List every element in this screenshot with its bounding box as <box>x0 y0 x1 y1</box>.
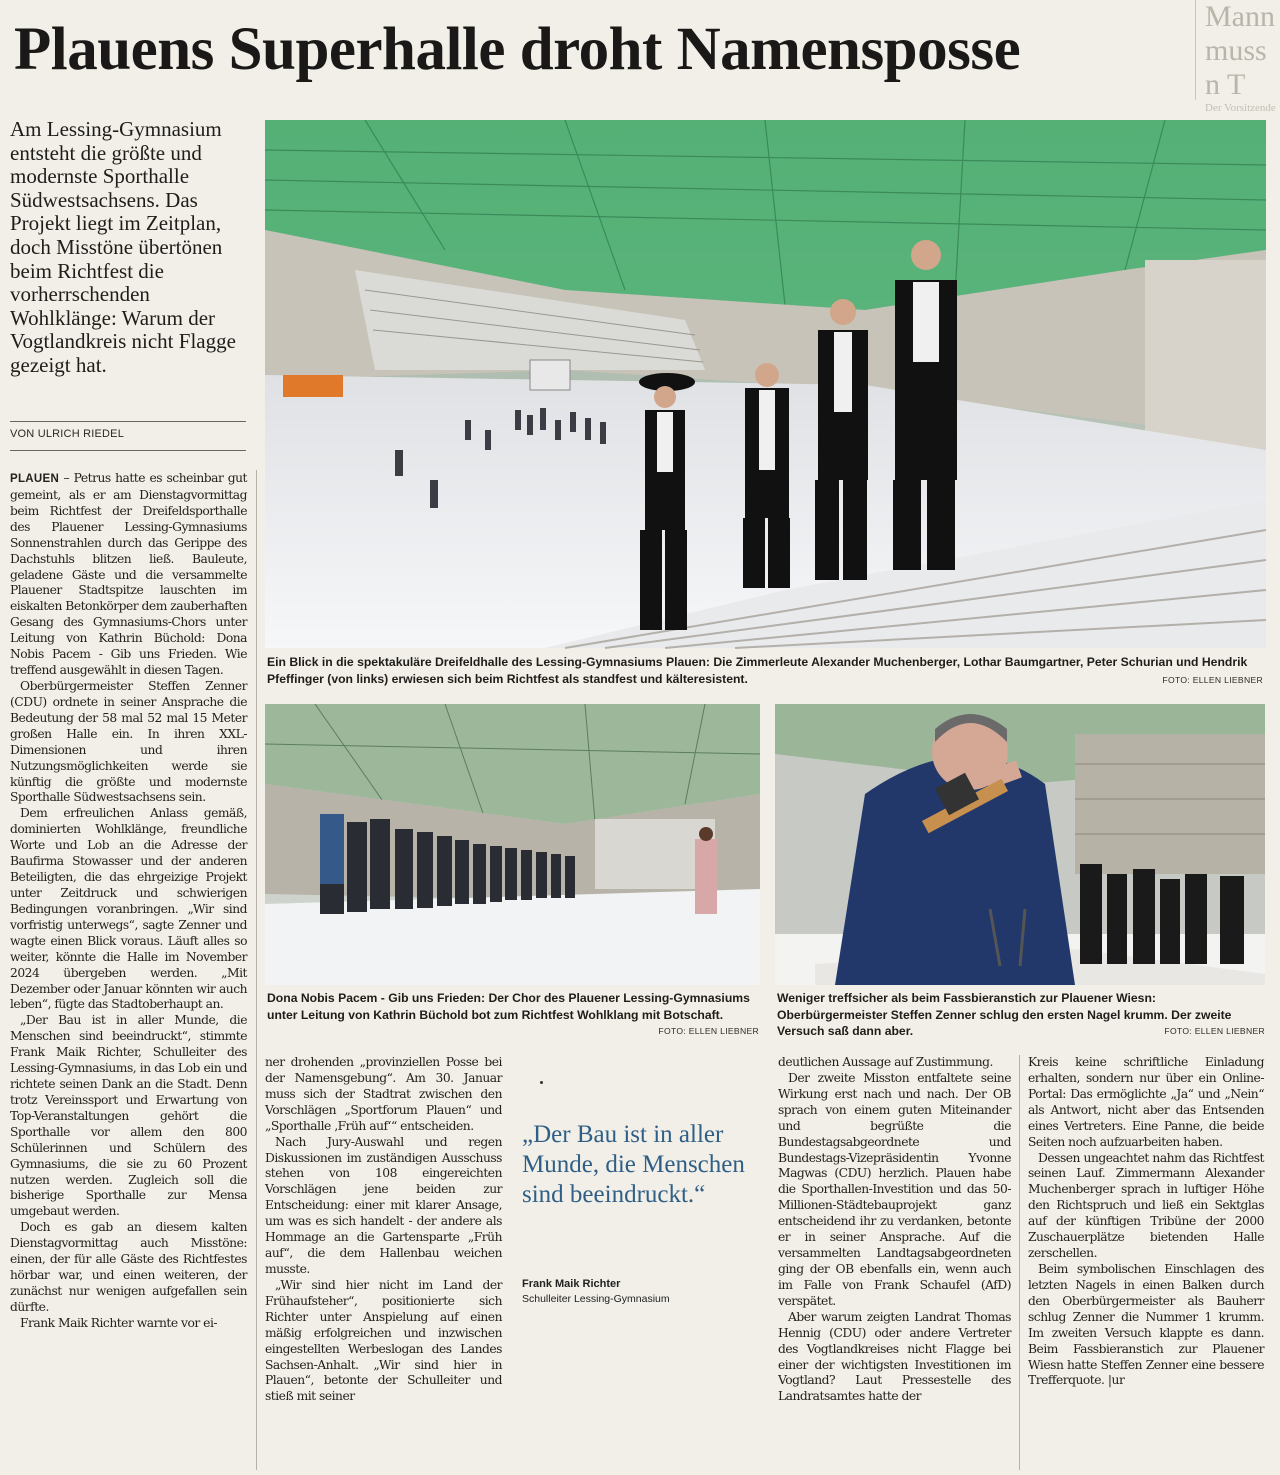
photo-choir <box>265 704 760 985</box>
neighbor-text: Der Vorsitzende <box>1205 102 1276 114</box>
article-column-4 <box>1028 1055 1264 1389</box>
caption-main-photo: Ein Blick in die spektakuläre Dreifeldhalle des Lessing-Gymnasiums Plauen: Die Zimmerleute Alexander Muchenberger, Lothar Baumgartner, Peter Schurian und Hendrik Pfeffinger (von links) erwiesen sich beim Richtfest als standfest und kälteresistent. <box>267 655 1248 686</box>
caption-mayor-photo: Weniger treffsicher als beim Fassbieranstich zur Plauener Wiesn: Oberbürgermeister Steffen Zenner schlug den ersten Nagel krumm. Der zweite Versuch saß dann aber. <box>777 991 1232 1039</box>
paragraph: Beim symbolischen Einschlagen des letzten Nagels in einen Balken durch den Oberbürgermeister als Bauherr schlug Zenner die Nummer 1 krumm. Im zweiten Versuch klappte es dann. Beim Fassbieranstich zur Plauener Wiesn hatte Steffen Zenner eine bessere Trefferquote. |ur <box>1028 1261 1264 1388</box>
paragraph: Aber warum zeigten Landrat Thomas Hennig (CDU) oder andere Vertreter des Vogtlandkreises nicht Flagge bei einer der wichtigsten Investitionen im Vogtland? Laut Pressestelle des Landratsamtes hatte der <box>778 1309 1011 1404</box>
article-column-1 <box>10 471 247 1332</box>
neighbor-headline-line1: Mann muss <box>1205 0 1275 67</box>
quote-marker <box>540 1081 543 1084</box>
caption-choir-photo: Dona Nobis Pacem - Gib uns Frieden: Der Chor des Plauener Lessing-Gymnasiums unter Leitung von Kathrin Büchold bot zum Richtfest Wohlklang mit Botschaft. <box>267 991 750 1022</box>
photo-carpenters <box>265 120 1266 648</box>
photo-credit-main: FOTO: ELLEN LIEBNER <box>1162 675 1263 685</box>
paragraph: deutlichen Aussage auf Zustimmung. <box>778 1055 993 1069</box>
paragraph: Kreis keine schriftliche Einladung erhalten, sondern nur über ein Online-Portal: Das ermöglichte „Ja“ und „Nein“ als Antwort, nicht aber das Entsenden eines Vertreters. Eine Panne, die beide Seiten noch aufzuarbeiten haben. <box>1028 1055 1264 1149</box>
byline: VON ULRICH RIEDEL <box>10 428 125 440</box>
column-divider <box>256 470 257 1470</box>
paragraph: Der zweite Misston entfaltete seine Wirkung erst nach und nach. Der OB sprach von einem guten Miteinander und begrüßte die Bundestagsabgeordnete und Bundestags-Vizepräsidentin Yvonne Magwas (CDU) herzlich. Plauen habe die Sporthallen-Investition und das 50-Millionen-Städtebauprojekt ganz entscheidend ihr zu verdanken, betonte er in seiner Ansprache. Auf die versammelten Landtagsabgeordneten ging der OB ebenfalls ein, wenn auch im Falle von Frank Schaufel (AfD) verspätet. <box>778 1070 1011 1308</box>
neighbor-article-fragment <box>1205 0 1280 114</box>
neighbor-headline-line2: n T <box>1205 68 1246 101</box>
dateline: PLAUEN <box>10 473 60 485</box>
article-teaser: Am Lessing-Gymnasium entsteht die größte und modernste Sporthalle Südwestsachsens. Das Projekt liegt im Zeitplan, doch Misstöne übertönen beim Richtfest die vorherrschenden Wohlklänge: Warum der Vogtlandkreis nicht Flagge gezeigt hat. <box>10 117 236 377</box>
corner-divider <box>1195 0 1196 100</box>
paragraph: PLAUEN – Petrus hatte es scheinbar gut gemeint, als er am Dienstagvormittag beim Richtfest der Dreifeldsporthalle des Plauener Lessing-Gymnasiums Sonnenstrahlen durch das Gerippe des Dachstuhls blitzen ließ. Bauleute, geladene Gäste und die versammelte Plauener Stadtspitze lauschten im eiskalten Betonkörper dem zauberhaften Gesang des Gymnasiums-Chors unter Leitung von Kathrin Büchold: Dona Nobis Pacem - Gib uns Frieden. Wie treffend ausgewählt in diesen Tagen. <box>10 471 247 678</box>
paragraph: Nach Jury-Auswahl und regen Diskussionen im zuständigen Ausschuss stehen von 108 eingereichten Vorschlägen jene beiden zur Entscheidung: einer mit klarer Ansage, um was es sich handelt - der andere als Hommage an die Gartensparte „Früh auf“, die dem Hallenbau weichen musste. <box>265 1134 502 1276</box>
article-column-2 <box>265 1055 502 1405</box>
byline-rule-bottom <box>10 450 246 451</box>
pull-quote-author-role: Schulleiter Lessing-Gymnasium <box>522 1293 670 1305</box>
paragraph: „Der Bau ist in aller Munde, die Menschen sind beeindruckt“, stimmte Frank Maik Richter, Schulleiter des Lessing-Gymnasiums, in das Lob ein und richtete seinen Dank an die Stadt. Denn trotz Vereinssport und Erwartung von Top-Veranstaltungen gehört die Sporthalle vor allem den 800 Schülerinnen und Schülern des Gymnasiums, die sie zu 60 Prozent nutzen werden. Zugleich soll die bisherige Sporthalle zur Mensa umgebaut werden. <box>10 1013 247 1219</box>
photo-mayor-hammer <box>775 704 1265 985</box>
paragraph: Doch es gab an diesem kalten Dienstagvormittag auch Misstöne: einen, der für alle Gäste des Richtfestes hörbar war, und einen weiteren, der zunächst nur wenigen aufgefallen sein dürfte. <box>10 1220 247 1314</box>
pull-quote-author: Frank Maik Richter <box>522 1278 621 1290</box>
paragraph: Frank Maik Richter warnte vor ei- <box>20 1315 218 1330</box>
byline-rule-top <box>10 421 246 422</box>
column-divider <box>1019 1055 1020 1470</box>
paragraph: „Wir sind hier nicht im Land der Frühaufsteher“, positionierte sich Richter unter Anspielung auf einen mäßig erfolgreichen und inzwischen eingestellten Werbeslogan des Landes Sachsen-Anhalt. „Wir sind hier in Plauen“, betonte der Schulleiter und stieß mit seiner <box>265 1277 502 1404</box>
author-signature: |ur <box>1107 1373 1125 1388</box>
photo-credit-choir: FOTO: ELLEN LIEBNER <box>658 1026 759 1036</box>
paragraph: Dem erfreulichen Anlass gemäß, dominierten Wohlklänge, freundliche Worte und Lob an die Adresse der Baufirma Stowasser und der anderen Beteiligten, die das ehrgeizige Projekt unter Zeitdruck und schwierigen Bedingungen voranbringen. „Wir sind vorfristig unterwegs“, sagte Zenner und wagte einen Blick voraus. Läuft alles so weiter, könnte die Halle im November 2024 übergeben werden. „Mit Dezember oder Januar könnten wir auch leben“, fügte das Stadtoberhaupt an. <box>10 806 247 1012</box>
article-column-3 <box>778 1055 1011 1405</box>
paragraph: Oberbürgermeister Steffen Zenner (CDU) ordnete in seiner Ansprache die Bedeutung der 58 mal 52 mal 15 Meter großen Halle ein. In ihren XXL-Dimensionen und ihren Nutzungsmöglichkeiten werde sie künftig die größte und modernste Sporthalle Südwestsachsens sein. <box>10 678 247 805</box>
paragraph: ner drohenden „provinziellen Posse bei der Namensgebung“. Am 30. Januar muss sich der Stadtrat zwischen den Vorschlägen „Sportforum Plauen“ und „Sporthalle ‚Früh auf‘“ entscheiden. <box>265 1055 502 1133</box>
photo-credit-mayor: FOTO: ELLEN LIEBNER <box>1164 1026 1265 1036</box>
paragraph: Dessen ungeachtet nahm das Richtfest seinen Lauf. Zimmermann Alexander Muchenberger sprach in luftiger Höhe den Richtspruch und ließ ein Sektglas auf der künftigen Tribüne der 2000 Zuschauerplätze bietenden Halle zerschellen. <box>1028 1150 1264 1261</box>
article-headline: Plauens Superhalle droht Namensposse <box>14 16 1021 83</box>
pull-quote: „Der Bau ist in aller Munde, die Menschen sind beeindruckt.“ <box>522 1121 745 1208</box>
